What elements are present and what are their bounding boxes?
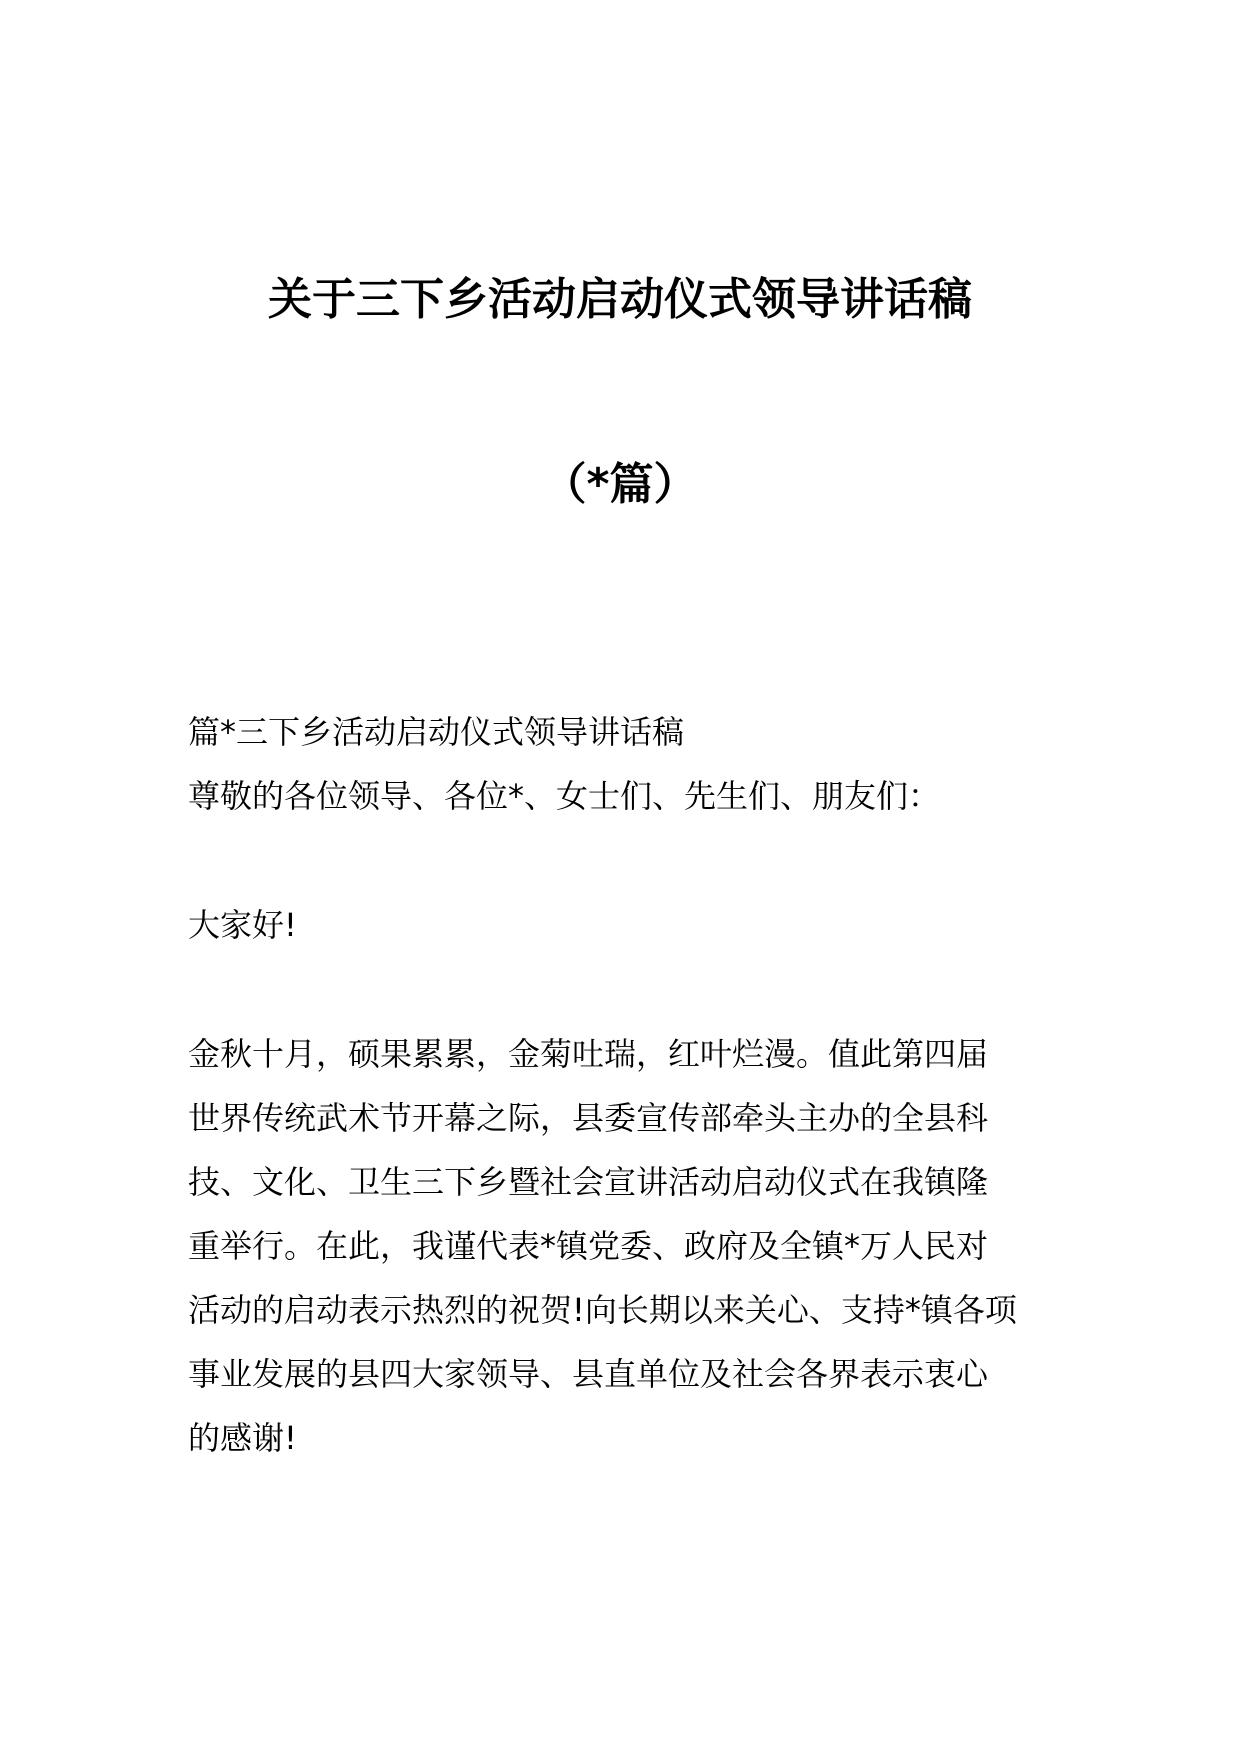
greeting: 大家好! bbox=[188, 906, 297, 944]
paragraph-line: 事业发展的县四大家领导、县直单位及社会各界表示衷心 bbox=[188, 1355, 989, 1393]
section-heading: 篇*三下乡活动启动仪式领导讲话稿 bbox=[188, 713, 685, 751]
paragraph-line: 活动的启动表示热烈的祝贺!向长期以来关心、支持*镇各项 bbox=[188, 1291, 1017, 1329]
paragraph-line: 重举行。在此，我谨代表*镇党委、政府及全镇*万人民对 bbox=[188, 1227, 989, 1265]
opening-paragraph bbox=[188, 1022, 1058, 1470]
paragraph-line: 世界传统武术节开幕之际，县委宣传部牵头主办的全县科 bbox=[188, 1099, 989, 1137]
document-subtitle: （*篇） bbox=[542, 459, 698, 510]
paragraph-line: 技、文化、卫生三下乡暨社会宣讲活动启动仪式在我镇隆 bbox=[188, 1163, 989, 1201]
document-title: 关于三下乡活动启动仪式领导讲话稿 bbox=[268, 274, 972, 325]
paragraph-line: 的感谢! bbox=[188, 1419, 297, 1457]
salutation: 尊敬的各位领导、各位*、女士们、先生们、朋友们： bbox=[188, 777, 941, 815]
paragraph-line: 金秋十月，硕果累累，金菊吐瑞，红叶烂漫。值此第四届 bbox=[188, 1035, 989, 1073]
